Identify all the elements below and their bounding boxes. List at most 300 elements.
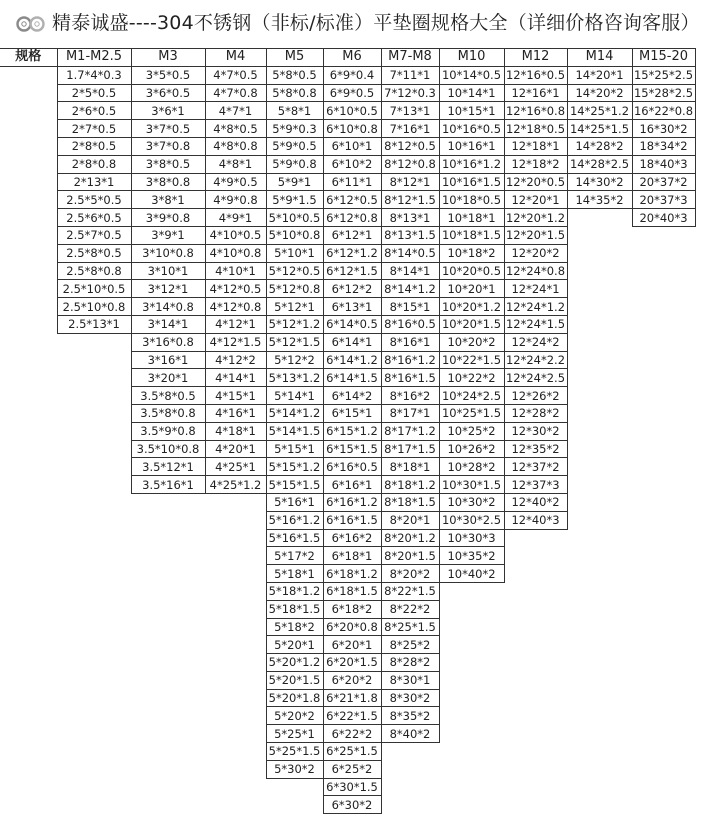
spec-cell: 6*21*1.8 — [323, 689, 381, 707]
empty-cell — [567, 333, 632, 351]
spec-cell: 6*9*0.5 — [323, 84, 381, 102]
empty-cell — [632, 280, 695, 298]
spec-cell: 4*12*0.5 — [205, 280, 266, 298]
empty-cell — [57, 565, 131, 583]
empty-cell — [504, 707, 567, 725]
title-bar — [0, 0, 705, 48]
empty-cell — [131, 547, 205, 565]
table-row — [0, 351, 695, 369]
table-row — [0, 209, 695, 227]
empty-cell — [57, 636, 131, 654]
empty-cell — [504, 743, 567, 761]
empty-cell — [632, 725, 695, 743]
empty-cell — [504, 529, 567, 547]
spec-cell: 10*15*1 — [439, 102, 504, 120]
empty-cell — [131, 600, 205, 618]
empty-cell — [567, 618, 632, 636]
spec-cell: 6*30*1.5 — [323, 778, 381, 796]
spec-cell: 4*9*1 — [205, 209, 266, 227]
column-header: M6 — [323, 49, 381, 67]
row-label-cell — [0, 707, 57, 725]
row-label-cell — [0, 458, 57, 476]
row-label-cell — [0, 262, 57, 280]
spec-cell: 3*5*0.5 — [131, 66, 205, 84]
spec-cell: 8*30*2 — [381, 689, 439, 707]
empty-cell — [567, 244, 632, 262]
spec-cell: 10*18*1.5 — [439, 226, 504, 244]
row-label-cell — [0, 280, 57, 298]
spec-cell: 12*16*0.8 — [505, 103, 566, 118]
spec-cell: 10*18*1 — [439, 209, 504, 227]
empty-cell — [567, 565, 632, 583]
empty-cell — [504, 725, 567, 743]
empty-cell — [381, 743, 439, 761]
spec-cell: 12*30*2 — [504, 422, 567, 440]
row-label-cell — [0, 66, 57, 84]
spec-cell: 5*25*1 — [266, 725, 323, 743]
spec-cell: 8*20*1.2 — [381, 529, 439, 547]
spec-cell: 10*26*2 — [439, 440, 504, 458]
empty-cell — [567, 636, 632, 654]
table-row — [0, 173, 695, 191]
spec-cell: 8*17*1.5 — [381, 440, 439, 458]
row-label-cell — [0, 689, 57, 707]
table-row — [0, 743, 695, 761]
spec-cell: 3*12*1 — [131, 280, 205, 298]
empty-cell — [632, 476, 695, 494]
table-row — [0, 155, 695, 173]
spec-cell: 10*18*0.5 — [439, 191, 504, 209]
spec-cell: 10*22*2 — [439, 369, 504, 387]
spec-cell: 8*20*1 — [381, 511, 439, 529]
empty-cell — [131, 725, 205, 743]
empty-cell — [632, 760, 695, 778]
spec-cell: 10*20*2 — [439, 333, 504, 351]
row-label-cell — [0, 493, 57, 511]
spec-cell: 5*15*1.5 — [266, 476, 323, 494]
table-row — [0, 565, 695, 583]
table-row — [0, 760, 695, 778]
empty-cell — [205, 671, 266, 689]
spec-cell: 8*12*1.5 — [381, 191, 439, 209]
empty-cell — [131, 511, 205, 529]
spec-cell: 2.5*8*0.8 — [57, 262, 131, 280]
spec-cell: 7*13*1 — [381, 102, 439, 120]
row-label-cell — [0, 387, 57, 405]
spec-cell: 3.5*8*0.8 — [131, 404, 205, 422]
spec-cell: 10*40*2 — [439, 565, 504, 583]
row-label-cell — [0, 618, 57, 636]
spec-cell: 5*14*1 — [266, 387, 323, 405]
empty-cell — [57, 476, 131, 494]
empty-cell — [567, 369, 632, 387]
table-row — [0, 493, 695, 511]
table-row — [0, 458, 695, 476]
column-header: M7-M8 — [381, 49, 439, 67]
empty-cell — [504, 618, 567, 636]
empty-cell — [205, 796, 266, 814]
empty-cell — [57, 689, 131, 707]
row-label-cell — [0, 155, 57, 173]
empty-cell — [504, 582, 567, 600]
column-header: M3 — [131, 49, 205, 67]
row-label-cell — [0, 725, 57, 743]
spec-cell: 3.5*8*0.5 — [131, 387, 205, 405]
spec-cell: 6*14*1.2 — [323, 351, 381, 369]
spec-cell: 2*7*0.5 — [57, 120, 131, 138]
empty-cell — [439, 689, 504, 707]
empty-cell — [632, 689, 695, 707]
spec-cell: 4*25*1.2 — [205, 476, 266, 494]
spec-cell: 5*12*1.2 — [266, 315, 323, 333]
spec-cell: 8*28*2 — [381, 654, 439, 672]
spec-cell: 6*10*0.8 — [323, 120, 381, 138]
row-label-cell — [0, 636, 57, 654]
empty-cell — [57, 440, 131, 458]
spec-cell: 5*16*1.5 — [266, 529, 323, 547]
empty-cell — [131, 671, 205, 689]
spec-cell: 6*12*2 — [323, 280, 381, 298]
spec-cell: 12*35*2 — [504, 440, 567, 458]
page-title: 精泰诚盛----304不锈钢（非标/标准）平垫圈规格大全（详细价格咨询客服） — [52, 12, 700, 34]
spec-cell: 8*25*1.5 — [381, 618, 439, 636]
empty-cell — [205, 760, 266, 778]
spec-cell: 12*24*2.2 — [505, 352, 566, 367]
table-row — [0, 582, 695, 600]
spec-cell: 8*15*1 — [381, 298, 439, 316]
row-label-cell — [0, 422, 57, 440]
table-row — [0, 333, 695, 351]
empty-cell — [567, 209, 632, 227]
empty-cell — [567, 707, 632, 725]
row-label-cell — [0, 547, 57, 565]
spec-table — [0, 48, 696, 814]
spec-cell: 14*35*2 — [567, 191, 632, 209]
table-row — [0, 707, 695, 725]
empty-cell — [632, 547, 695, 565]
empty-cell — [205, 511, 266, 529]
spec-cell: 7*16*1 — [381, 120, 439, 138]
spec-cell: 16*22*0.8 — [633, 103, 694, 118]
empty-cell — [567, 671, 632, 689]
empty-cell — [567, 547, 632, 565]
row-label-cell — [0, 173, 57, 191]
row-label-cell — [0, 600, 57, 618]
spec-cell: 6*18*1.5 — [323, 582, 381, 600]
spec-cell: 4*9*0.5 — [205, 173, 266, 191]
empty-cell — [131, 529, 205, 547]
empty-cell — [504, 654, 567, 672]
empty-cell — [504, 778, 567, 796]
column-header: M15-20 — [632, 49, 695, 67]
spec-cell: 8*13*1.5 — [381, 226, 439, 244]
spec-cell: 5*12*0.8 — [266, 280, 323, 298]
spec-cell: 12*16*1 — [504, 84, 567, 102]
spec-cell: 8*14*1.2 — [381, 280, 439, 298]
spec-cell: 5*16*1.2 — [266, 511, 323, 529]
spec-cell: 4*12*0.8 — [205, 298, 266, 316]
spec-cell: 12*24*1 — [504, 280, 567, 298]
spec-cell: 5*10*1 — [266, 244, 323, 262]
empty-cell — [131, 689, 205, 707]
spec-cell: 14*30*2 — [567, 173, 632, 191]
empty-cell — [131, 493, 205, 511]
empty-cell — [205, 493, 266, 511]
spec-cell: 12*24*1.2 — [505, 299, 566, 314]
empty-cell — [57, 404, 131, 422]
empty-cell — [131, 743, 205, 761]
table-row — [0, 102, 695, 120]
row-label-cell — [0, 529, 57, 547]
empty-cell — [57, 493, 131, 511]
spec-cell: 4*8*0.5 — [205, 120, 266, 138]
row-label-cell — [0, 796, 57, 814]
empty-cell — [567, 529, 632, 547]
spec-cell: 3*16*0.8 — [131, 333, 205, 351]
spec-cell: 8*22*1.5 — [381, 582, 439, 600]
spec-cell: 12*24*0.8 — [505, 263, 566, 278]
spec-cell: 10*25*1.5 — [439, 404, 504, 422]
spec-cell: 10*16*1.2 — [439, 155, 504, 173]
empty-cell — [205, 725, 266, 743]
spec-cell: 5*20*1 — [266, 636, 323, 654]
spec-cell: 6*18*1 — [323, 547, 381, 565]
row-label-cell — [0, 476, 57, 494]
spec-cell: 5*9*1 — [266, 173, 323, 191]
row-label-cell — [0, 120, 57, 138]
empty-cell — [57, 618, 131, 636]
spec-cell: 5*17*2 — [266, 547, 323, 565]
spec-cell: 6*22*2 — [323, 725, 381, 743]
spec-cell: 5*9*1.5 — [266, 191, 323, 209]
empty-cell — [266, 778, 323, 796]
spec-cell: 3*8*0.8 — [131, 173, 205, 191]
spec-cell: 4*14*1 — [205, 369, 266, 387]
empty-cell — [567, 493, 632, 511]
spec-cell: 14*28*2.5 — [567, 155, 632, 173]
table-row — [0, 529, 695, 547]
empty-cell — [632, 618, 695, 636]
table-row — [0, 84, 695, 102]
empty-cell — [131, 778, 205, 796]
empty-cell — [205, 600, 266, 618]
row-label-cell — [0, 440, 57, 458]
empty-cell — [567, 796, 632, 814]
empty-cell — [632, 529, 695, 547]
empty-cell — [567, 315, 632, 333]
empty-cell — [632, 369, 695, 387]
spec-cell: 2.5*10*0.8 — [57, 298, 131, 316]
spec-cell: 14*20*1 — [567, 66, 632, 84]
empty-cell — [57, 600, 131, 618]
spec-cell: 12*20*0.5 — [505, 174, 566, 189]
table-row — [0, 671, 695, 689]
empty-cell — [567, 226, 632, 244]
spec-cell: 8*16*2 — [381, 387, 439, 405]
empty-cell — [567, 743, 632, 761]
spec-cell: 12*37*2 — [504, 458, 567, 476]
spec-cell: 8*17*1.2 — [381, 422, 439, 440]
empty-cell — [131, 582, 205, 600]
spec-cell: 15*28*2.5 — [633, 85, 694, 100]
spec-cell: 3*14*1 — [131, 315, 205, 333]
column-header: M4 — [205, 49, 266, 67]
spec-cell: 4*7*0.8 — [205, 84, 266, 102]
empty-cell — [205, 636, 266, 654]
empty-cell — [567, 778, 632, 796]
empty-cell — [632, 244, 695, 262]
spec-cell: 12*20*1 — [504, 191, 567, 209]
empty-cell — [131, 707, 205, 725]
spec-cell: 2*13*1 — [57, 173, 131, 191]
empty-cell — [439, 796, 504, 814]
spec-cell: 8*16*1.2 — [381, 351, 439, 369]
empty-cell — [567, 654, 632, 672]
empty-cell — [567, 689, 632, 707]
spec-cell: 4*7*1 — [205, 102, 266, 120]
spec-cell: 10*22*1.5 — [439, 351, 504, 369]
row-label-cell — [0, 369, 57, 387]
empty-cell — [205, 565, 266, 583]
empty-cell — [57, 458, 131, 476]
empty-cell — [439, 725, 504, 743]
empty-cell — [57, 760, 131, 778]
empty-cell — [131, 654, 205, 672]
spec-cell: 8*18*1.2 — [381, 476, 439, 494]
row-label: 规格 — [0, 49, 57, 67]
row-label-cell — [0, 102, 57, 120]
spec-cell: 10*30*2.5 — [439, 511, 504, 529]
spec-cell: 6*12*0.8 — [323, 209, 381, 227]
empty-cell — [381, 760, 439, 778]
row-label-cell — [0, 511, 57, 529]
spec-cell: 7*12*0.3 — [381, 84, 439, 102]
spec-cell: 4*25*1 — [205, 458, 266, 476]
spec-cell: 4*10*0.5 — [205, 226, 266, 244]
table-row — [0, 618, 695, 636]
spec-cell: 5*8*1 — [266, 102, 323, 120]
empty-cell — [205, 689, 266, 707]
empty-cell — [632, 226, 695, 244]
spec-cell: 6*12*1.5 — [323, 262, 381, 280]
table-row — [0, 244, 695, 262]
spec-cell: 4*18*1 — [205, 422, 266, 440]
spec-cell: 2.5*5*0.5 — [57, 191, 131, 209]
empty-cell — [567, 725, 632, 743]
spec-cell: 12*28*2 — [504, 404, 567, 422]
spec-cell: 16*30*2 — [632, 120, 695, 138]
spec-cell: 8*12*0.8 — [381, 155, 439, 173]
empty-cell — [632, 351, 695, 369]
row-label-cell — [0, 191, 57, 209]
spec-cell: 12*24*1.5 — [505, 317, 566, 332]
empty-cell — [567, 262, 632, 280]
empty-cell — [439, 618, 504, 636]
spec-cell: 8*16*1.5 — [381, 369, 439, 387]
empty-cell — [439, 654, 504, 672]
spec-cell: 4*15*1 — [205, 387, 266, 405]
spec-cell: 10*20*0.5 — [439, 262, 504, 280]
spec-cell: 5*18*1 — [266, 565, 323, 583]
table-row — [0, 511, 695, 529]
empty-cell — [439, 707, 504, 725]
empty-cell — [57, 582, 131, 600]
spec-cell: 20*37*2 — [632, 173, 695, 191]
spec-cell: 8*40*2 — [381, 725, 439, 743]
table-row — [0, 440, 695, 458]
empty-cell — [504, 636, 567, 654]
spec-cell: 3*8*1 — [131, 191, 205, 209]
empty-cell — [632, 315, 695, 333]
spec-cell: 6*14*1.5 — [323, 369, 381, 387]
table-row — [0, 796, 695, 814]
spec-cell: 5*16*1 — [266, 493, 323, 511]
spec-cell: 3*9*1 — [131, 226, 205, 244]
spec-cell: 8*16*1 — [381, 333, 439, 351]
row-label-cell — [0, 404, 57, 422]
spec-cell: 10*20*1 — [439, 280, 504, 298]
spec-cell: 5*13*1.2 — [266, 369, 323, 387]
table-row — [0, 137, 695, 155]
spec-cell: 5*30*2 — [266, 760, 323, 778]
empty-cell — [632, 422, 695, 440]
empty-cell — [567, 476, 632, 494]
spec-cell: 6*20*0.8 — [323, 618, 381, 636]
spec-cell: 6*22*1.5 — [323, 707, 381, 725]
spec-cell: 8*12*1 — [381, 173, 439, 191]
spec-cell: 10*30*3 — [439, 529, 504, 547]
empty-cell — [567, 404, 632, 422]
row-label-cell — [0, 137, 57, 155]
empty-cell — [205, 529, 266, 547]
table-row — [0, 654, 695, 672]
table-row — [0, 226, 695, 244]
empty-cell — [205, 743, 266, 761]
empty-cell — [504, 689, 567, 707]
empty-cell — [567, 582, 632, 600]
spec-cell: 6*18*2 — [323, 600, 381, 618]
spec-cell: 20*40*3 — [632, 209, 695, 227]
empty-cell — [131, 636, 205, 654]
empty-cell — [567, 387, 632, 405]
spec-cell: 12*26*2 — [504, 387, 567, 405]
table-row — [0, 689, 695, 707]
spec-cell: 2*8*0.5 — [57, 137, 131, 155]
table-row — [0, 298, 695, 316]
spec-cell: 4*10*1 — [205, 262, 266, 280]
empty-cell — [57, 387, 131, 405]
spec-cell: 2*8*0.8 — [57, 155, 131, 173]
empty-cell — [632, 671, 695, 689]
empty-cell — [205, 707, 266, 725]
empty-cell — [57, 743, 131, 761]
spec-cell: 5*12*2 — [266, 351, 323, 369]
spec-cell: 5*20*1.5 — [266, 671, 323, 689]
empty-cell — [57, 671, 131, 689]
empty-cell — [632, 262, 695, 280]
empty-cell — [57, 351, 131, 369]
empty-cell — [632, 493, 695, 511]
row-label-cell — [0, 743, 57, 761]
spec-cell: 14*25*1.2 — [567, 102, 632, 120]
spec-cell: 8*17*1 — [381, 404, 439, 422]
spec-cell: 6*15*1.2 — [323, 422, 381, 440]
spec-cell: 2.5*7*0.5 — [57, 226, 131, 244]
empty-cell — [504, 796, 567, 814]
spec-cell: 5*10*0.8 — [266, 226, 323, 244]
column-header: M12 — [504, 49, 567, 67]
spec-cell: 8*22*2 — [381, 600, 439, 618]
